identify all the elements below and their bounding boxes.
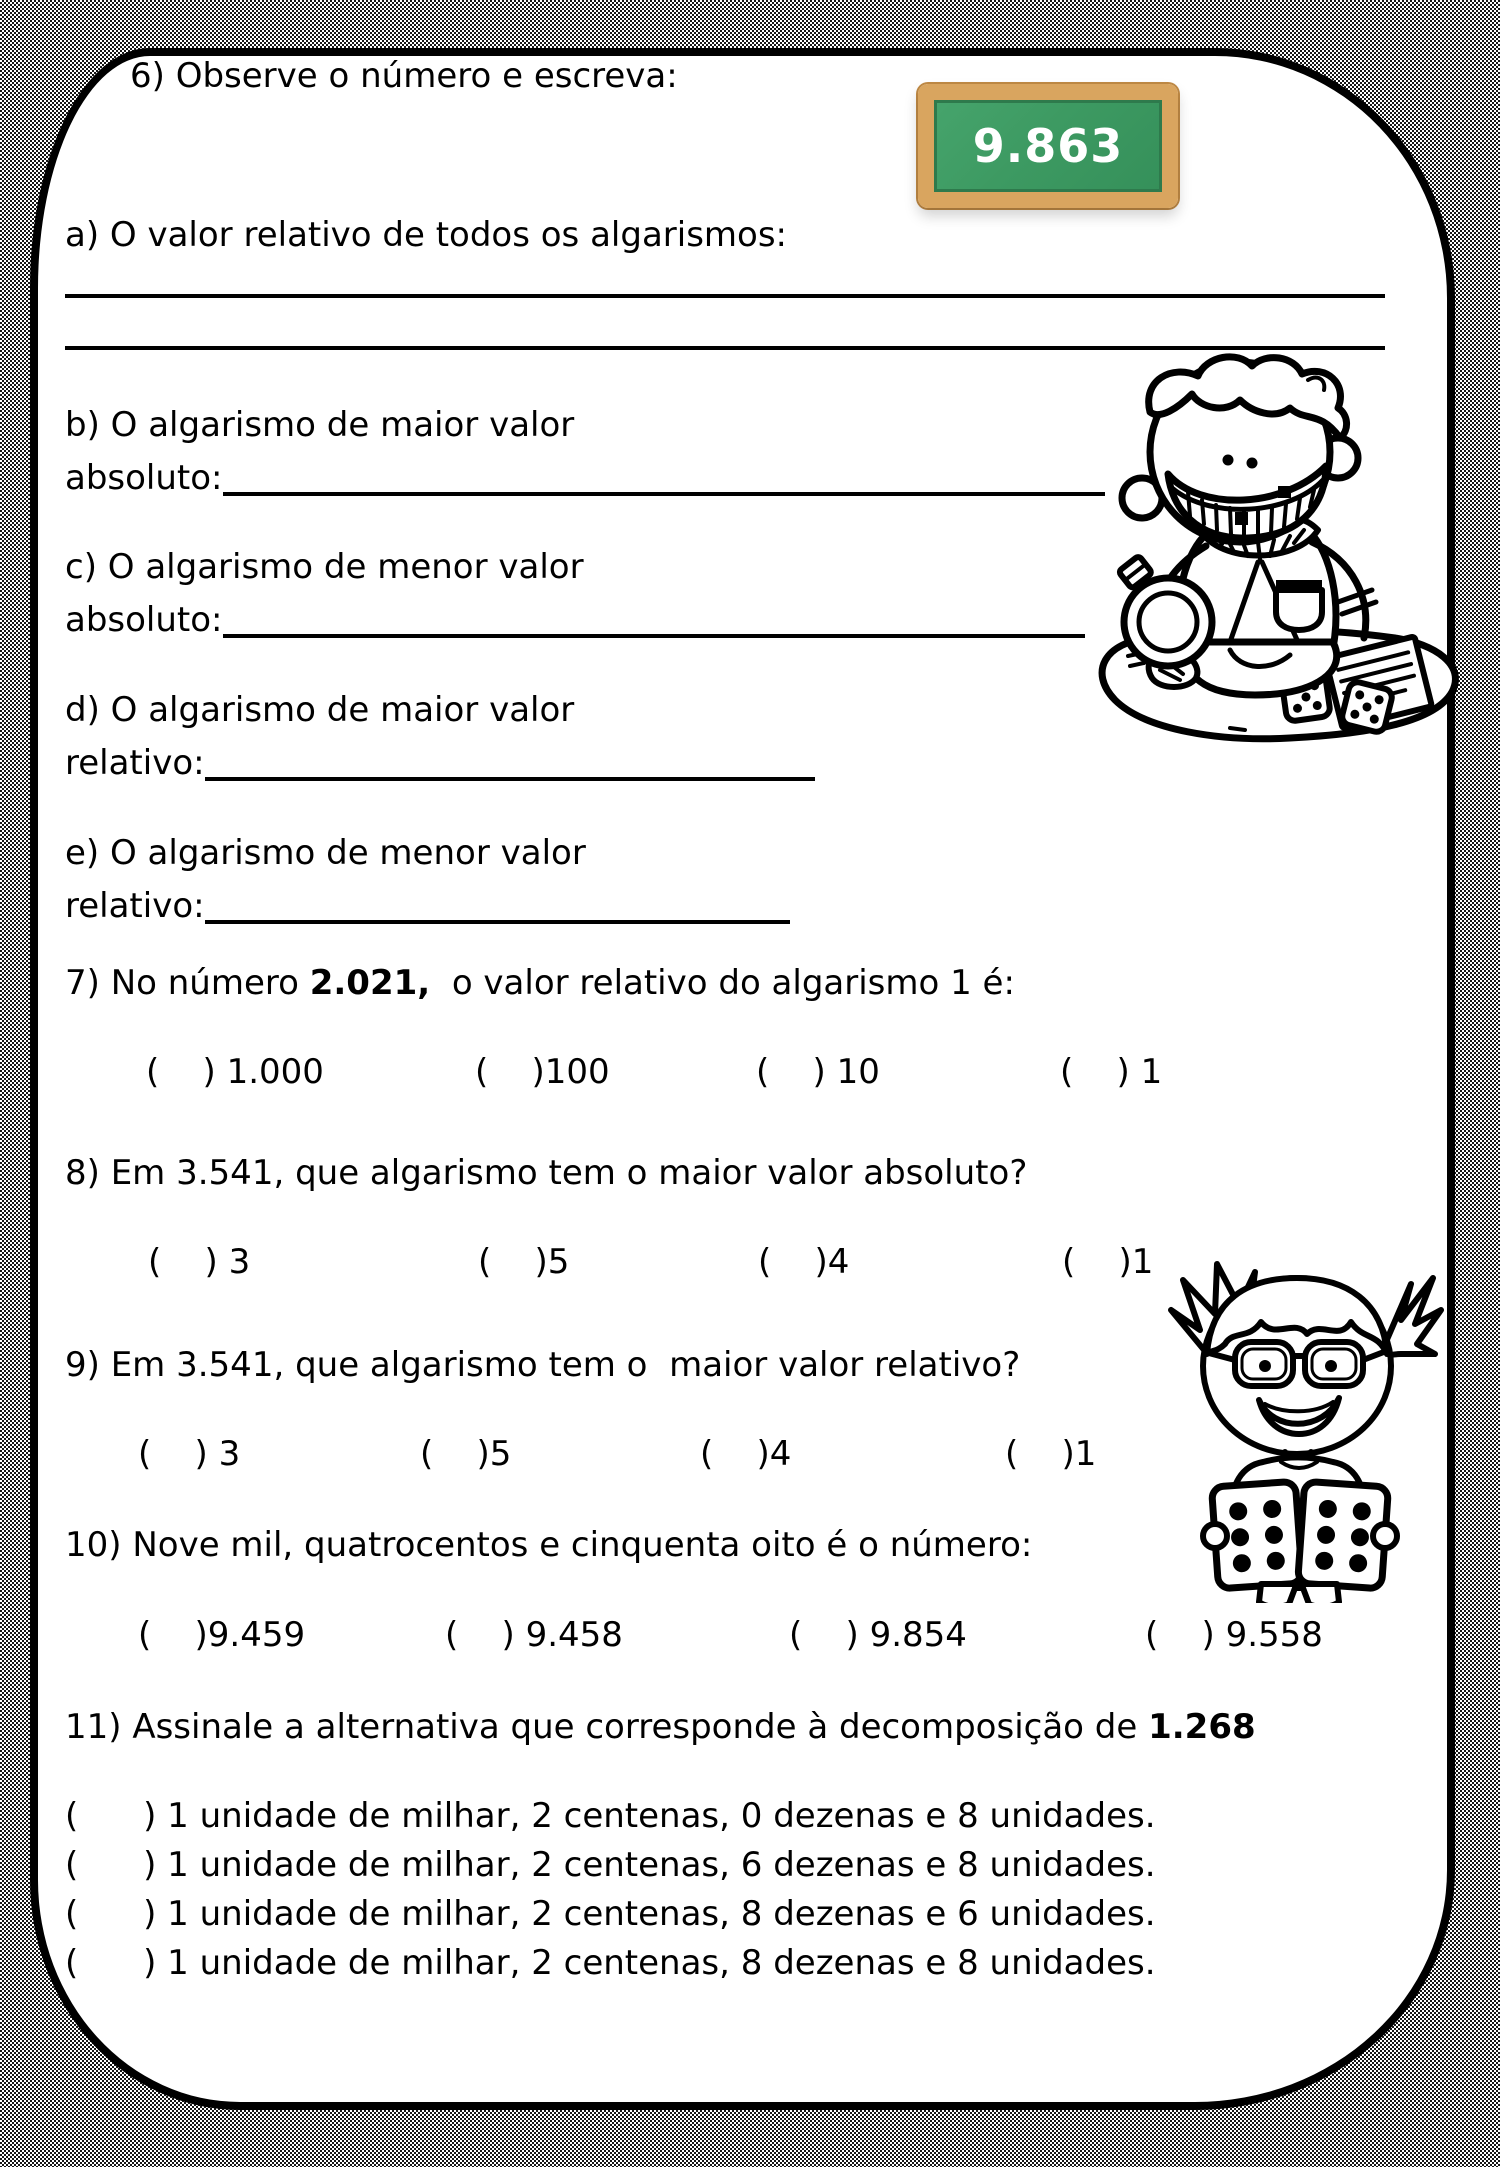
question-11-option-4: ( ) 1 unidade de milhar, 2 centenas, 8 dezenas e 8 unidades. [65,1943,1156,1983]
question-6b-word: absoluto: [65,458,223,498]
answer-line-6e [205,920,790,924]
question-11-number: 1.268 [1148,1707,1256,1747]
question-10-option-3: ( ) 9.854 [789,1615,967,1655]
answer-line-6a-2 [65,302,1385,350]
question-9-option-1: ( ) 3 [138,1434,241,1474]
question-10-text: 10) Nove mil, quatrocentos e cinquenta oito é o número: [65,1525,1033,1565]
question-10-option-4: ( ) 9.558 [1145,1615,1323,1655]
question-7-prefix: 7) No número [65,963,310,1003]
boy-with-dice-illustration [1080,350,1470,760]
question-8-option-4: ( )1 [1062,1242,1154,1282]
question-10-option-1: ( )9.459 [138,1615,306,1655]
girl-with-dominoes-illustration [1155,1248,1445,1603]
question-6d-word: relativo: [65,743,205,783]
question-6e-label: e) O algarismo de menor valor [65,833,586,873]
question-7-suffix: o valor relativo do algarismo 1 é: [430,963,1015,1003]
question-8-text: 8) Em 3.541, que algarismo tem o maior valor absoluto? [65,1153,1028,1193]
question-11-option-2: ( ) 1 unidade de milhar, 2 centenas, 6 dezenas e 8 unidades. [65,1845,1156,1885]
question-7-text [65,961,1015,1005]
question-11-option-1: ( ) 1 unidade de milhar, 2 centenas, 0 dezenas e 8 unidades. [65,1796,1156,1836]
question-8-option-3: ( )4 [758,1242,850,1282]
question-6d-answer-row [65,741,815,785]
question-6d-label: d) O algarismo de maior valor [65,690,575,730]
question-6b-answer-row [65,456,1105,500]
question-7-option-1: ( ) 1.000 [146,1052,324,1092]
question-6a-label: a) O valor relativo de todos os algarismos: [65,215,788,255]
chalkboard [918,84,1178,208]
question-11-prefix: 11) Assinale a alternativa que corresponde à decomposição de [65,1707,1149,1747]
question-6-heading: 6) Observe o número e escreva: [130,56,678,96]
answer-line-6d [205,777,815,781]
question-6b-label: b) O algarismo de maior valor [65,405,575,445]
question-6e-answer-row [65,884,790,928]
answer-line-6c [223,634,1085,638]
chalkboard-number: 9.863 [972,119,1124,173]
answer-line-6b [223,492,1105,496]
question-9-text: 9) Em 3.541, que algarismo tem o maior valor relativo? [65,1345,1021,1385]
answer-line-6a-1 [65,250,1385,298]
question-6e-word: relativo: [65,886,205,926]
question-7-number: 2.021, [309,963,431,1003]
question-7-option-2: ( )100 [475,1052,610,1092]
question-11-text [65,1705,1256,1749]
question-7-option-4: ( ) 1 [1060,1052,1163,1092]
question-9-option-3: ( )4 [700,1434,792,1474]
question-8-option-1: ( ) 3 [148,1242,251,1282]
question-6c-answer-row [65,598,1085,642]
question-11-option-3: ( ) 1 unidade de milhar, 2 centenas, 8 dezenas e 6 unidades. [65,1894,1156,1934]
question-9-option-2: ( )5 [420,1434,512,1474]
question-8-option-2: ( )5 [478,1242,570,1282]
question-6c-label: c) O algarismo de menor valor [65,547,584,587]
question-6c-word: absoluto: [65,600,223,640]
question-7-option-3: ( ) 10 [756,1052,880,1092]
question-10-option-2: ( ) 9.458 [445,1615,623,1655]
question-9-option-4: ( )1 [1005,1434,1097,1474]
